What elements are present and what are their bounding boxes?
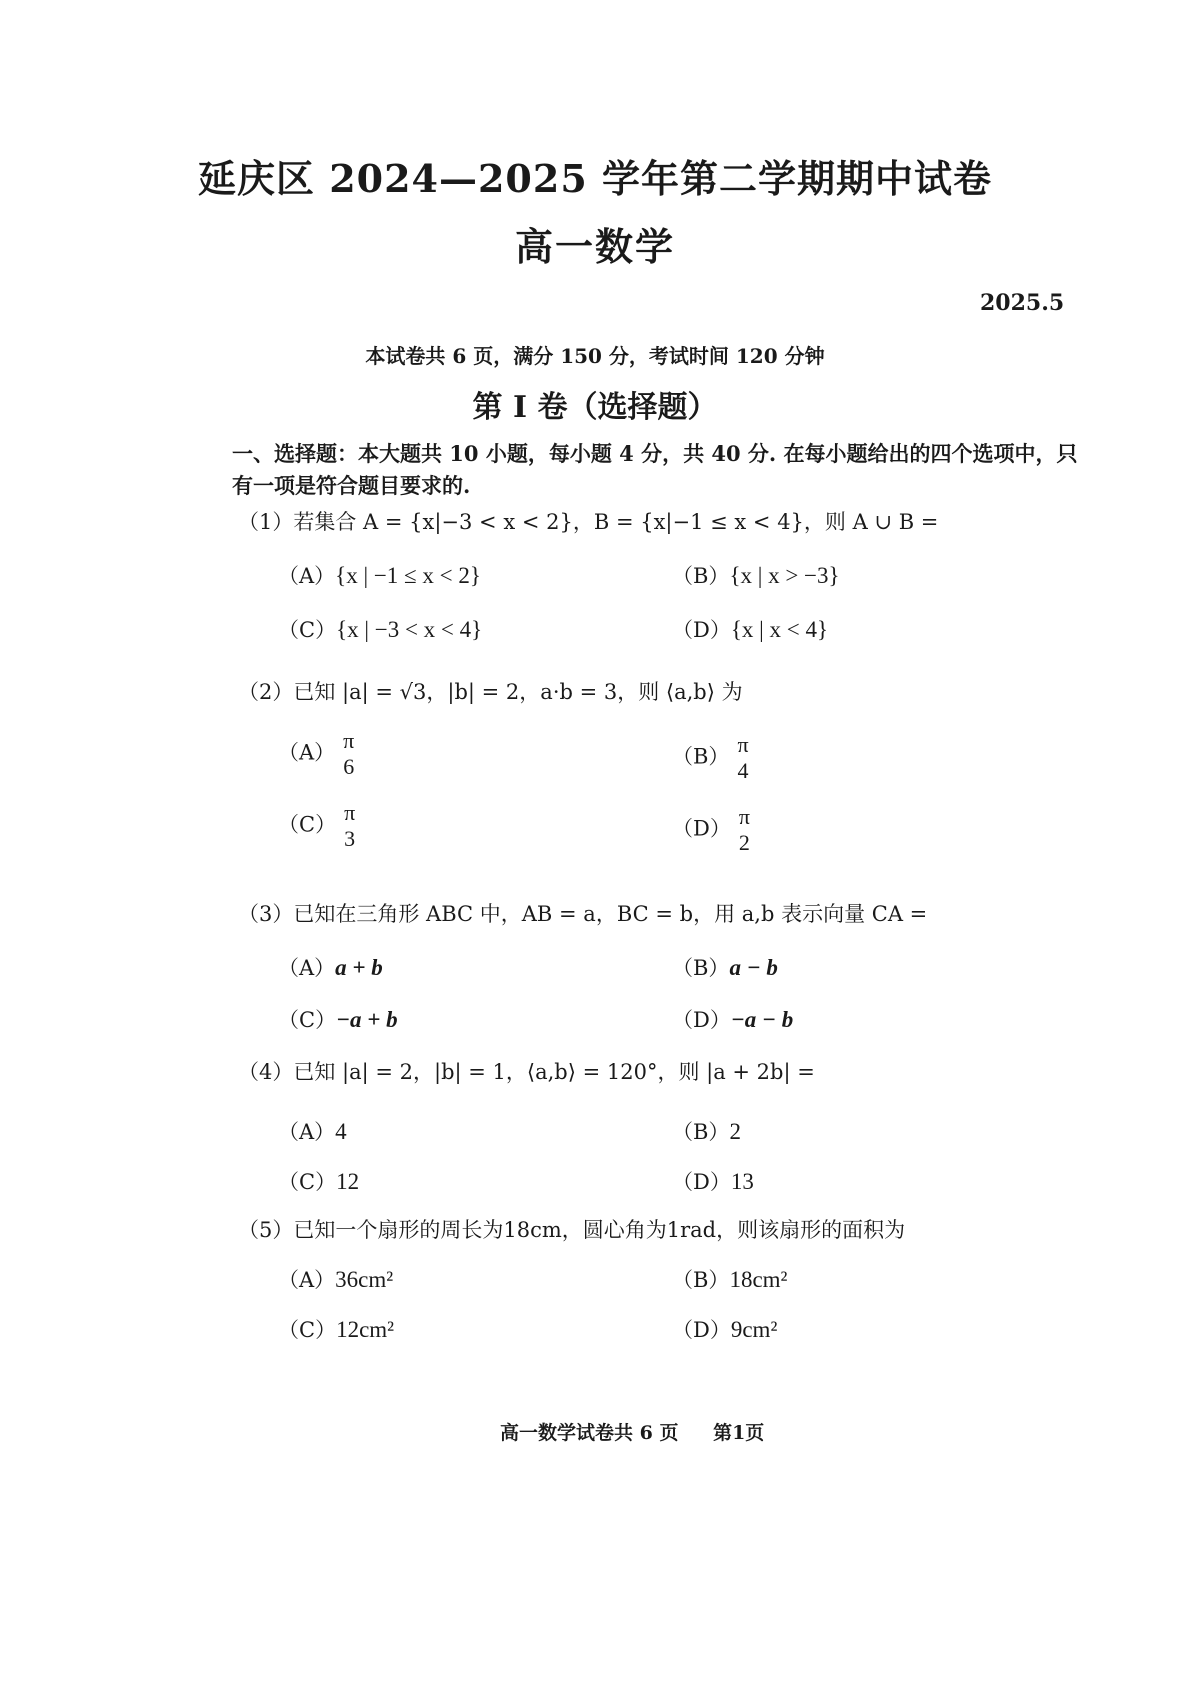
option-text: 13 <box>730 1169 754 1194</box>
option-text: 9cm² <box>730 1317 778 1342</box>
question-1-option-b <box>672 560 840 590</box>
fraction: π 2 <box>738 804 750 855</box>
option-text: −a − b <box>730 1007 794 1032</box>
footer-text: 高一数学试卷共 6 页 <box>500 1422 679 1444</box>
question-3-option-b <box>672 952 778 982</box>
option-label: （B） <box>672 744 730 769</box>
question-1-option-c <box>278 614 482 644</box>
question-5-option-c <box>278 1314 394 1344</box>
option-text: 12cm² <box>336 1317 395 1342</box>
question-2-option-b <box>672 732 749 784</box>
question-2-stem: （2）已知 |a| = √3，|b| = 2，a·b = 3，则 ⟨a,b⟩ 为 <box>238 680 743 704</box>
question-4-stem: （4）已知 |a| = 2，|b| = 1，⟨a,b⟩ = 120°，则 |a + 2b| = <box>238 1060 815 1084</box>
page-footer <box>500 1418 764 1445</box>
option-label: （A） <box>278 956 336 980</box>
option-label: （A） <box>278 1120 336 1144</box>
option-text: 4 <box>335 1119 347 1144</box>
option-label: （B） <box>672 956 730 980</box>
option-text: {x | −3 < x < 4} <box>336 617 483 642</box>
question-5-option-b <box>672 1264 787 1294</box>
question-5-option-a <box>278 1264 393 1294</box>
question-3-stem: （3）已知在三角形 ABC 中，AB = a，BC = b，用 a,b 表示向量 CA = <box>238 902 928 926</box>
section-instructions-line2: 有一项是符合题目要求的. <box>232 473 471 498</box>
option-label: （D） <box>672 1318 731 1342</box>
question-2-option-a <box>278 728 354 780</box>
question-5-stem: （5）已知一个扇形的周长为18cm，圆心角为1rad，则该扇形的面积为 <box>238 1218 906 1242</box>
option-text: {x | x > −3} <box>729 563 840 588</box>
question-2-option-c <box>278 800 355 852</box>
option-label: （D） <box>672 1170 731 1194</box>
question-4-option-b <box>672 1116 741 1146</box>
option-label: （C） <box>278 618 337 642</box>
option-text: a + b <box>335 955 383 980</box>
option-text: {x | −1 ≤ x < 2} <box>335 563 481 588</box>
question-3-option-a <box>278 952 383 982</box>
exam-subject: 高一数学 <box>514 224 675 269</box>
question-4-option-d <box>672 1166 754 1196</box>
option-label: （C） <box>278 1170 337 1194</box>
question-1-stem: （1）若集合 A = {x|−3 < x < 2}，B = {x|−1 ≤ x < 4}，则 A ∪ B = <box>238 510 939 534</box>
exam-info: 本试卷共 6 页，满分 150 分，考试时间 120 分钟 <box>365 344 825 368</box>
option-label: （A） <box>278 740 336 765</box>
option-label: （D） <box>672 1008 731 1032</box>
option-label: （C） <box>278 1318 337 1342</box>
question-5-option-d <box>672 1314 777 1344</box>
section-instructions-line1: 一、选择题：本大题共 10 小题，每小题 4 分，共 40 分. 在每小题给出的四个选项中，只 <box>232 441 1078 466</box>
question-1-option-a <box>278 560 481 590</box>
option-text: 18cm² <box>729 1267 788 1292</box>
option-label: （B） <box>672 1268 730 1292</box>
option-text: {x | x < 4} <box>730 617 828 642</box>
part-heading: 第 I 卷（选择题） <box>472 390 718 425</box>
option-text: a − b <box>729 955 778 980</box>
footer-page-number: 第1页 <box>713 1422 765 1444</box>
fraction: π 6 <box>343 728 355 779</box>
option-text: 12 <box>336 1169 360 1194</box>
fraction: π 4 <box>737 732 749 783</box>
question-1-option-d <box>672 614 828 644</box>
option-text: −a + b <box>336 1007 398 1032</box>
option-text: 2 <box>729 1119 741 1144</box>
option-label: （A） <box>278 1268 336 1292</box>
option-text: 36cm² <box>335 1267 394 1292</box>
option-label: （C） <box>278 812 337 837</box>
option-label: （D） <box>672 618 731 642</box>
question-3-option-c <box>278 1004 398 1034</box>
exam-title: 延庆区 2024—2025 学年第二学期期中试卷 <box>198 156 992 201</box>
question-2-option-d <box>672 804 750 856</box>
fraction: π 3 <box>344 800 356 851</box>
question-4-option-a <box>278 1116 347 1146</box>
option-label: （D） <box>672 816 731 841</box>
exam-date: 2025.5 <box>980 290 1065 316</box>
option-label: （B） <box>672 1120 730 1144</box>
question-3-option-d <box>672 1004 793 1034</box>
option-label: （B） <box>672 564 730 588</box>
question-4-option-c <box>278 1166 359 1196</box>
option-label: （C） <box>278 1008 337 1032</box>
option-label: （A） <box>278 564 336 588</box>
